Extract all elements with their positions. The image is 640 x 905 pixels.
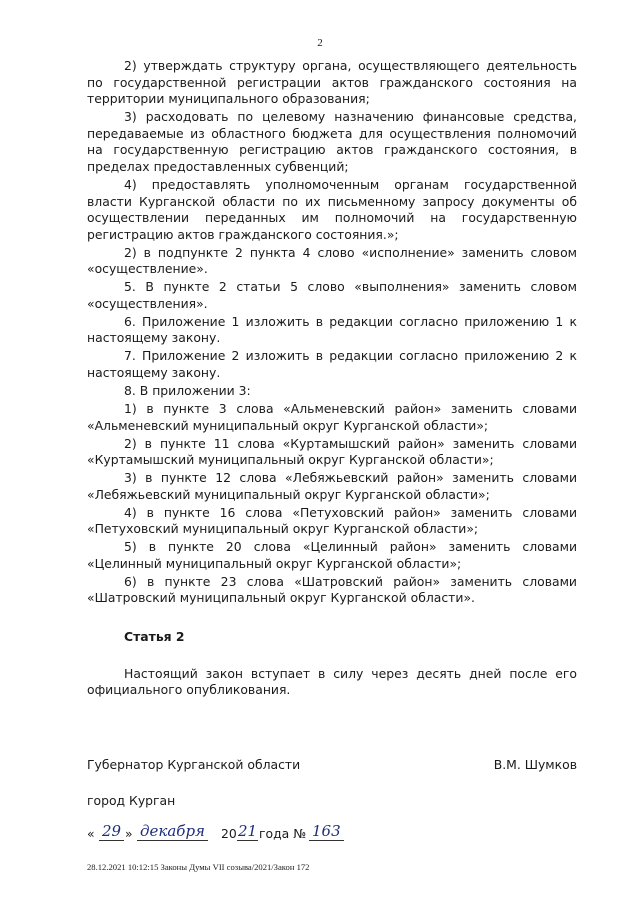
page-number: 2 <box>317 37 323 49</box>
date-year-prefix: 20 <box>221 826 237 841</box>
paragraph: 4) в пункте 16 слова «Петуховский район» заменить словами «Петуховский муниципальный округ Курганской области»; <box>87 504 577 537</box>
date-line <box>87 822 447 844</box>
paragraph: 8. В приложении 3: <box>124 383 251 399</box>
paragraph: 1) в пункте 3 слова «Альменевский район» заменить словами «Альменевский муниципальный округ Курганской области»; <box>87 401 577 433</box>
paragraph: 2) утверждать структуру органа, осуществляющего деятельность по государственной регистрации актов гражданского состояния на территории муниципального образования; <box>87 58 577 107</box>
paragraph: 5. В пункте 2 статьи 5 слово «выполнения» заменить словом «осуществления». <box>87 279 577 311</box>
law-number: 163 <box>309 822 344 841</box>
date-close-quote: » <box>125 826 133 841</box>
date-month: декабря <box>137 822 208 841</box>
city: город Курган <box>87 793 176 808</box>
signature-row <box>87 757 577 775</box>
date-year-suffix: 21 <box>238 822 258 840</box>
paragraph: 7. Приложение 2 изложить в редакции согласно приложению 2 к настоящему закону. <box>87 348 577 381</box>
signatory-position: Губернатор Курганской области <box>87 757 301 772</box>
paragraph: 3) расходовать по целевому назначению финансовые средства, передаваемые из областного бюджета для осуществления полномочий на государственную регистрацию актов гражданского состояния, в пределах предоставленных субвенций; <box>87 109 577 174</box>
paragraph: 2) в пункте 11 слова «Куртамышский район» заменить словами «Куртамышский муниципальный округ Курганской области»; <box>87 435 577 468</box>
date-open-quote: « <box>87 826 95 841</box>
date-year-word: года № <box>259 826 307 841</box>
paragraph: 4) предоставлять уполномоченным органам государственной власти Курганской области по их письменному запросу документы об осуществлении переданных им полномочий на государственную регистрацию актов гражданского состояния.»; <box>87 176 577 242</box>
paragraph: 6. Приложение 1 изложить в редакции согласно приложению 1 к настоящему закону. <box>87 313 577 346</box>
document-body <box>87 58 577 700</box>
paragraph: 6) в пункте 23 слова «Шатровский район» заменить словами «Шатровский муниципальный округ Курганской области». <box>87 573 577 606</box>
paragraph: 5) в пункте 20 слова «Целинный район» заменить словами «Целинный муниципальный округ Курганской области»; <box>87 539 577 571</box>
paragraph: 3) в пункте 12 слова «Лебяжьевский район» заменить словами «Лебяжьевский муниципальный округ Курганской области»; <box>87 470 577 502</box>
date-day: 29 <box>99 822 124 841</box>
paragraph: 2) в подпункте 2 пункта 4 слово «исполнение» заменить словом «осуществление». <box>87 244 577 277</box>
article-text: Настоящий закон вступает в силу через десять дней после его официального опубликования. <box>87 665 577 698</box>
article-heading: Статья 2 <box>124 629 185 645</box>
signatory-name: В.М. Шумков <box>493 757 577 772</box>
document-footer: 28.12.2021 10:12:15 Законы Думы VII созыва/2021/Закон 172 <box>87 862 310 872</box>
